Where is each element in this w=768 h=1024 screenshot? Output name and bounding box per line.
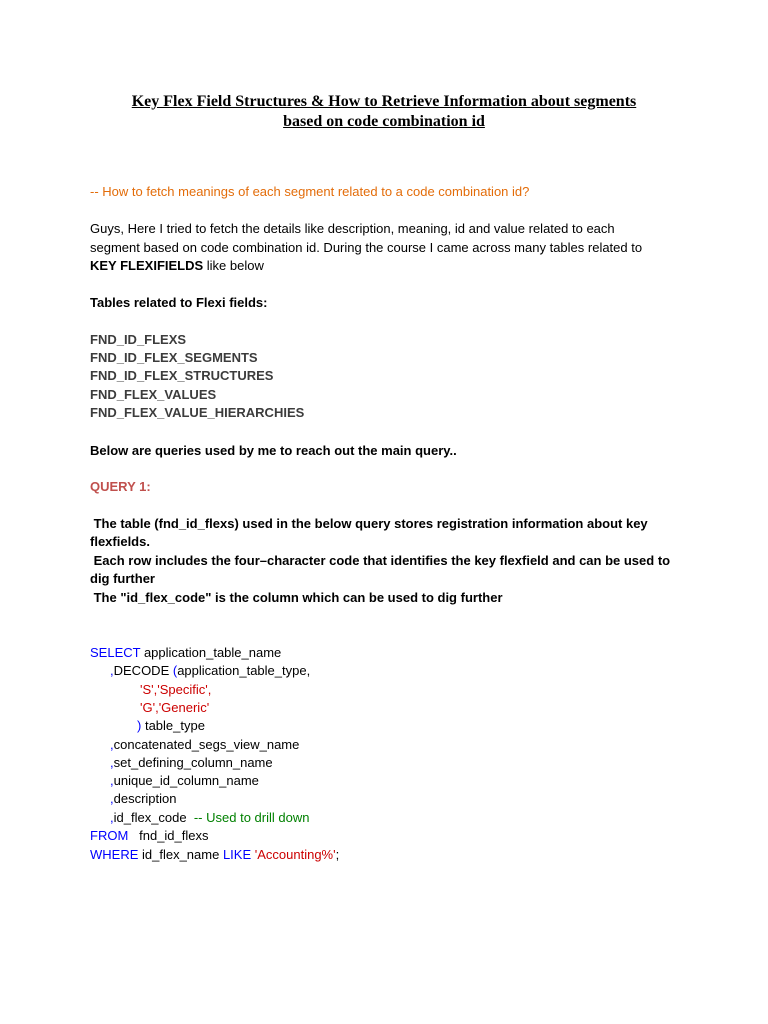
sql-comma: , [110, 737, 114, 752]
intro-line-1: Guys, Here I tried to fetch the details like description, meaning, id and value related to each [90, 221, 615, 236]
sql-keyword-from: FROM [90, 828, 129, 843]
sql-keyword-like: LIKE [222, 847, 252, 862]
sql-decode-line [110, 662, 310, 680]
sql-comma: , [110, 810, 114, 825]
sql-column-setdef [110, 754, 273, 772]
query1-heading: QUERY 1: [90, 479, 151, 494]
intro-line-2: segment based on code combination id. During the course I came across many tables related to [90, 240, 643, 255]
sql-column-name: concatenated_segs_view_name [113, 737, 300, 752]
sql-close-paren: ) [137, 718, 142, 733]
intro-line-3-rest: like below [203, 258, 264, 273]
query1-desc-line-3: Each row includes the four–character code that identifies the key flexfield and can be used to [90, 553, 671, 568]
document-title [60, 92, 708, 132]
table-item-4: FND_FLEX_VALUES [90, 387, 217, 402]
sql-table-type-line [137, 717, 205, 735]
table-item-1: FND_ID_FLEXS [90, 332, 187, 347]
sql-alias-table-type: table_type [141, 718, 205, 733]
sql-open-paren: ( [172, 663, 178, 678]
sql-semicolon: ; [335, 847, 340, 862]
intro-line-3 [90, 257, 690, 275]
sql-column-name: id_flex_code [113, 810, 187, 825]
sql-column-desc [110, 790, 177, 808]
sql-decode-arg: application_table_type, [177, 663, 311, 678]
sql-case-specific: 'S','Specific', [140, 682, 212, 697]
sql-where-column: id_flex_name [138, 847, 223, 862]
sql-like-value: 'Accounting%' [251, 847, 336, 862]
sql-from-table: fnd_id_flexs [128, 828, 209, 843]
sql-column-concat [110, 736, 299, 754]
table-item-3: FND_ID_FLEX_STRUCTURES [90, 368, 274, 383]
sql-column-name: set_defining_column_name [113, 755, 273, 770]
title-line-1: Key Flex Field Structures & How to Retrieve Information about segments [131, 93, 637, 110]
sql-column-name: description [113, 791, 177, 806]
sql-select-column: application_table_name [140, 645, 282, 660]
query1-desc-line-4: dig further [90, 571, 155, 586]
tables-heading: Tables related to Flexi fields: [90, 295, 268, 310]
sql-comma: , [110, 755, 114, 770]
sql-keyword-select: SELECT [90, 645, 141, 660]
title-line-2: based on code combination id [283, 113, 485, 130]
sql-comma: , [110, 791, 114, 806]
intro-bold-term: KEY FLEXIFIELDS [90, 258, 204, 273]
sql-column-flexcode [110, 809, 309, 827]
sql-column-name: unique_id_column_name [113, 773, 259, 788]
sql-column-unique [110, 772, 259, 790]
sql-decode-function: DECODE [113, 663, 173, 678]
table-item-2: FND_ID_FLEX_SEGMENTS [90, 350, 258, 365]
query1-desc-line-2: flexfields. [90, 534, 150, 549]
sql-where-line [90, 846, 339, 864]
table-item-5: FND_FLEX_VALUE_HIERARCHIES [90, 405, 305, 420]
query1-desc-line-1: The table (fnd_id_flexs) used in the below query stores registration information about key [90, 516, 648, 531]
queries-intro: Below are queries used by me to reach out the main query.. [90, 443, 457, 458]
sql-keyword-where: WHERE [90, 847, 139, 862]
sql-from-line [90, 827, 209, 845]
question-line: -- How to fetch meanings of each segment related to a code combination id? [90, 184, 530, 199]
sql-comma: , [110, 663, 114, 678]
query1-desc-line-5: The "id_flex_code" is the column which can be used to dig further [90, 590, 503, 605]
sql-comment: -- Used to drill down [186, 810, 310, 825]
sql-select-line [90, 644, 281, 662]
sql-case-generic: 'G','Generic' [140, 700, 210, 715]
sql-comma: , [110, 773, 114, 788]
